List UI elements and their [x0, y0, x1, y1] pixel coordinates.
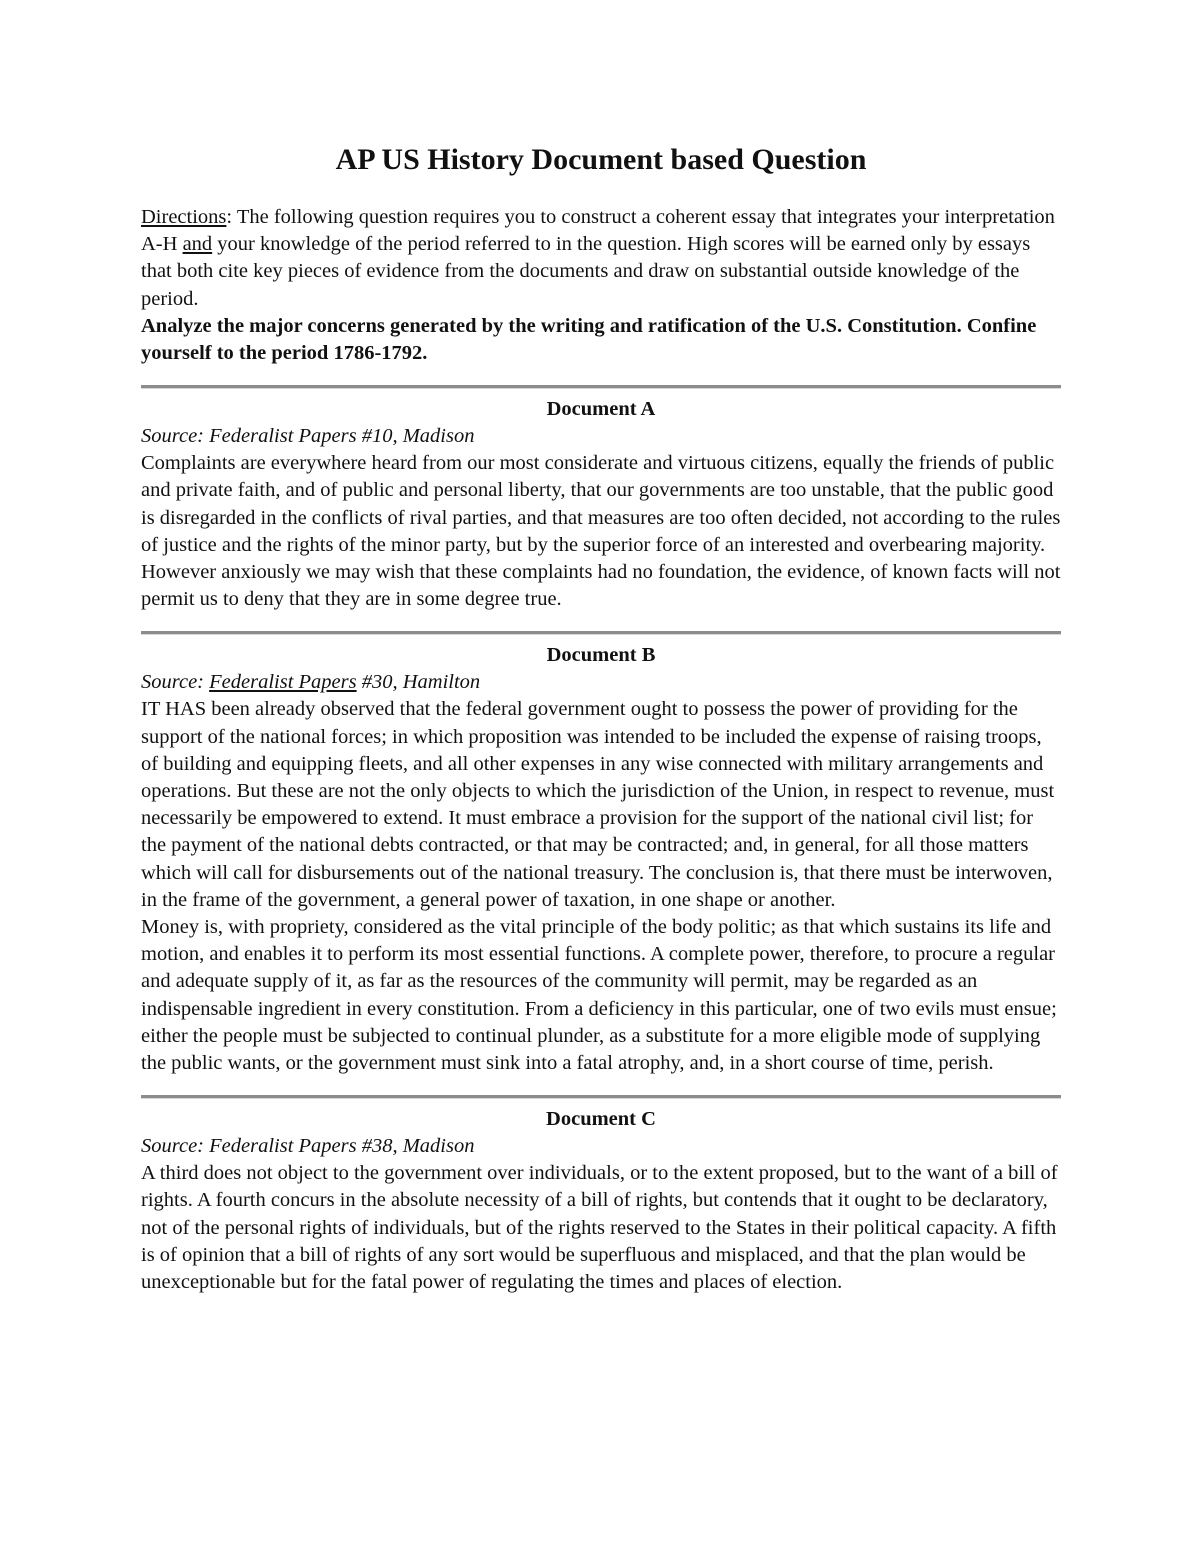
document-b-source [141, 669, 1061, 696]
document-c-paragraph-1: A third does not object to the government over individuals, or to the extent proposed, but to the want of a bill of rights. A fourth concurs in the absolute necessity of a bill of rights, but contends that it ought to be declaratory, not of the personal rights of individuals, but of the rights reserved to the States in their political capacity. A fifth is of opinion that a bill of rights of any sort would be superfluous and misplaced, and that the plan would be unexceptionable but for the fatal power of regulating the times and places of election. [141, 1162, 1058, 1294]
source-title: Federalist Papers [209, 1135, 357, 1158]
document-a-heading: Document A [546, 398, 656, 421]
directions-label: Directions [141, 206, 227, 228]
essay-prompt: Analyze the major concerns generated by the writing and ratification of the U.S. Constitution. Confine yourself to the period 1786-1792. [141, 314, 1037, 365]
source-suffix: #30, Hamilton [356, 671, 481, 694]
document-b-paragraph-1: IT HAS been already observed that the federal government ought to possess the power of providing for the support of the national forces; in which proposition was intended to be included the expense of raising troops, of building and equipping fleets, and all other expenses in any wise connected with military arrangements and operations. But these are not the only objects to which the jurisdiction of the Union, in respect to revenue, must necessarily be empowered to extend. It must embrace a provision for the support of the national civil list; for the payment of the national debts contracted, or that may be contracted; and, in general, for all those matters which will call for disbursements out of the national treasury. The conclusion is, that there must be interwoven, in the frame of the government, a general power of taxation, in one shape or another. [141, 698, 1055, 911]
source-suffix: #38, Madison [356, 1135, 475, 1158]
source-prefix: Source: [141, 1135, 210, 1158]
source-prefix: Source: [141, 671, 210, 694]
section-divider [141, 631, 1061, 635]
document-a-section [141, 395, 1061, 613]
directions-and-word: and [182, 233, 213, 256]
directions-paragraph [141, 204, 1061, 313]
document-page [141, 140, 1061, 1296]
source-prefix: Source: [141, 425, 210, 448]
document-c-source [141, 1133, 1061, 1160]
section-divider [141, 385, 1061, 389]
source-title: Federalist Papers [209, 425, 357, 448]
document-b-heading: Document B [546, 644, 656, 667]
document-b-paragraph-2: Money is, with propriety, considered as the vital principle of the body politic; as that which sustains its life and motion, and enables it to perform its most essential functions. A complete power, therefore, to procure a regular and adequate supply of it, as far as the resources of the community will permit, may be regarded as an indispensable ingredient in every constitution. From a deficiency in this particular, one of two evils must ensue; either the people must be subjected to continual plunder, as a substitute for a more eligible mode of supplying the public wants, or the government must sink into a fatal atrophy, and, in a short course of time, perish. [141, 916, 1057, 1075]
source-title: Federalist Papers [209, 671, 357, 694]
directions-text-2: your knowledge of the period referred to in the question. High scores will be earned only by essays that both cite key pieces of evidence from the documents and draw on substantial outside knowledge of the period. [141, 233, 1031, 310]
section-divider [141, 1095, 1061, 1099]
page-title: AP US History Document based Question [335, 143, 867, 176]
document-c-section [141, 1105, 1061, 1296]
document-a-paragraph-1: Complaints are everywhere heard from our most considerate and virtuous citizens, equally the friends of public and private faith, and of public and personal liberty, that our governments are too unstable, that the public good is disregarded in the conflicts of rival parties, and that measures are too often decided, not according to the rules of justice and the rights of the minor party, but by the superior force of an interested and overbearing majority. However anxiously we may wish that these complaints had no foundation, the evidence, of known facts will not permit us to deny that they are in some degree true. [141, 452, 1061, 611]
directions-text-1: : The following question requires you to construct a coherent essay that integrates your interpretation A-H [141, 206, 1055, 256]
document-b-section [141, 641, 1061, 1077]
document-c-heading: Document C [546, 1108, 656, 1131]
source-suffix: #10, Madison [356, 425, 475, 448]
document-a-source [141, 423, 1061, 450]
